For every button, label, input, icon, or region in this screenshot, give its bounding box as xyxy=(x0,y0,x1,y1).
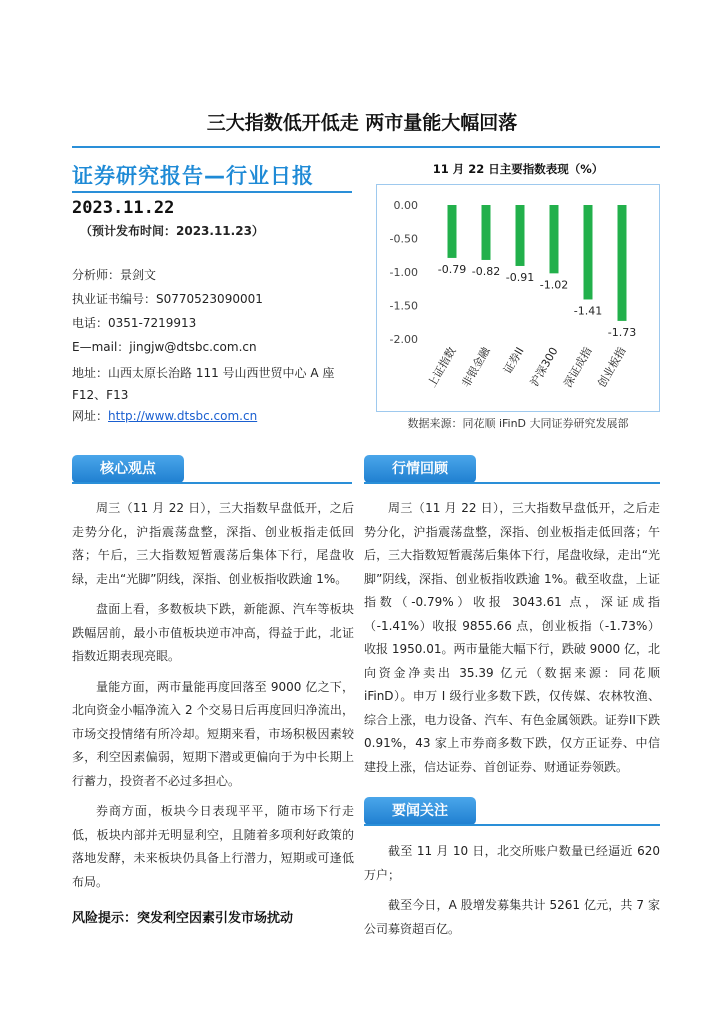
section-news-tab: 要闻关注 xyxy=(364,797,476,825)
analyst-name: 分析师：景剑文 xyxy=(72,268,157,282)
x-tick-label: 非银金融 xyxy=(459,345,493,390)
y-tick-label: 0.00 xyxy=(393,199,418,212)
website-label: 网址： xyxy=(72,409,109,423)
news-item: 截至今日，A 股增发募集共计 5261 亿元，共 7 家公司募资超百亿。 xyxy=(364,898,660,936)
x-tick-label: 沪深300 xyxy=(527,345,561,389)
page-title: 三大指数低开低走 两市量能大幅回落 xyxy=(206,112,518,134)
bar-value-label: -1.73 xyxy=(607,325,637,339)
core-paragraph: 盘面上看，多数板块下跌，新能源、汽车等板块跌幅居前，最小市值板块逆市冲高，得益于此，北证指数近期表现亮眼。 xyxy=(72,602,354,663)
analyst-cert: 执业证书编号：S0770523090001 xyxy=(72,292,263,306)
news-item: 截至 11 月 10 日，北交所账户数量已经逼近 620 万户； xyxy=(364,844,660,882)
section-market-divider xyxy=(364,482,660,484)
section-core-divider xyxy=(72,482,352,484)
analyst-address-cont: F12、F13 xyxy=(72,388,129,402)
core-viewpoint-body xyxy=(72,497,354,894)
bar-value-label: -1.02 xyxy=(539,278,569,292)
index-bar-chart xyxy=(376,184,660,412)
report-title-divider xyxy=(72,191,352,193)
y-tick-label: -1.00 xyxy=(389,266,418,279)
core-paragraph: 周三（11 月 22 日），三大指数早盘低开，之后走势分化，沪指震荡盘整，深指、创业板指走低回落；午后，三大指数短暂震荡后集体下行，尾盘收绿，走出“光脚”阴线，深指、创业板指收跌逾 1%。 xyxy=(72,501,354,586)
analyst-email: E—mail：jingjw@dtsbc.com.cn xyxy=(72,340,257,354)
y-tick-label: -2.00 xyxy=(389,333,418,346)
section-market-tab: 行情回顾 xyxy=(364,455,476,483)
bar xyxy=(516,205,525,266)
bar-value-label: -1.41 xyxy=(573,304,603,318)
analyst-address: 地址：山西太原长治路 111 号山西世贸中心 A 座 xyxy=(72,366,335,380)
report-date: 2023.11.22 xyxy=(72,198,175,218)
website-line xyxy=(72,407,257,424)
bar-value-label: -0.91 xyxy=(505,270,535,284)
risk-warning: 风险提示：突发利空因素引发市场扰动 xyxy=(72,911,294,926)
bar xyxy=(618,205,627,321)
bar-value-label: -0.79 xyxy=(437,262,467,276)
title-divider xyxy=(72,146,660,148)
chart-source: 数据来源：同花顺 iFinD 大同证券研究发展部 xyxy=(407,417,629,430)
y-tick-label: -0.50 xyxy=(389,232,418,246)
website-link[interactable]: http://www.dtsbc.com.cn xyxy=(108,409,258,423)
x-tick-label: 深证成指 xyxy=(561,345,595,390)
section-core-tab: 核心观点 xyxy=(72,455,184,483)
bar xyxy=(550,205,559,273)
publish-time: （预计发布时间：2023.11.23） xyxy=(80,224,264,238)
x-tick-label: 上证指数 xyxy=(425,345,459,390)
bar xyxy=(448,205,457,258)
market-paragraph: 周三（11 月 22 日），三大指数早盘低开，之后走势分化，沪指震荡盘整，深指、创业板指走低回落；午后，三大指数短暂震荡后集体下行，尾盘收绿，走出“光脚”阴线，深指、创业板指收跌逾 1%。截至收盘，上证指数（-0.79%）收报 3043.61 点，深证成指（-1.41%）收报 9855.66 点，创业板指（-1.73%）收报 1950.01。两市量能大幅下行，跌破 9000 亿，北向资金净卖出 35.39 亿元（数据来源：同花顺 iFinD）。申万 I 级行业多数下跌，仅传媒、农林牧渔、综合上涨，电力设备、汽车、有色金属领跌。证券II下跌 0.91%，43 家上市券商多数下跌，仅方正证券、中信建投上涨，信达证券、首创证券、财通证券领跌。 xyxy=(364,501,660,774)
bar xyxy=(482,205,491,260)
news-body xyxy=(364,840,660,941)
x-tick-label: 创业板指 xyxy=(595,345,629,390)
section-news-divider xyxy=(364,824,660,826)
report-title: 证券研究报告—行业日报 xyxy=(72,164,314,188)
y-tick-label: -1.50 xyxy=(389,299,418,313)
bar xyxy=(584,205,593,299)
bar-value-label: -0.82 xyxy=(471,264,501,278)
analyst-phone: 电话：0351-7219913 xyxy=(72,316,197,330)
chart-title: 11 月 22 日主要指数表现（%） xyxy=(432,162,604,176)
market-review-body xyxy=(364,497,660,779)
core-paragraph: 量能方面，两市量能再度回落至 9000 亿之下，北向资金小幅净流入 2 个交易日后再度回归净流出，市场交投情绪有所冷却。短期来看，市场积极因素较多，利空因素偏弱，短期下潜或更偏向于为中长期上行蓄力，投资者不必过多担心。 xyxy=(72,679,354,788)
x-tick-label: 证券II xyxy=(501,345,527,377)
core-paragraph: 券商方面，板块今日表现平平，随市场下行走低，板块内部并无明显利空，且随着多项利好政策的落地发酵，未来板块仍具备上行潜力，短期或可逢低布局。 xyxy=(72,804,354,889)
